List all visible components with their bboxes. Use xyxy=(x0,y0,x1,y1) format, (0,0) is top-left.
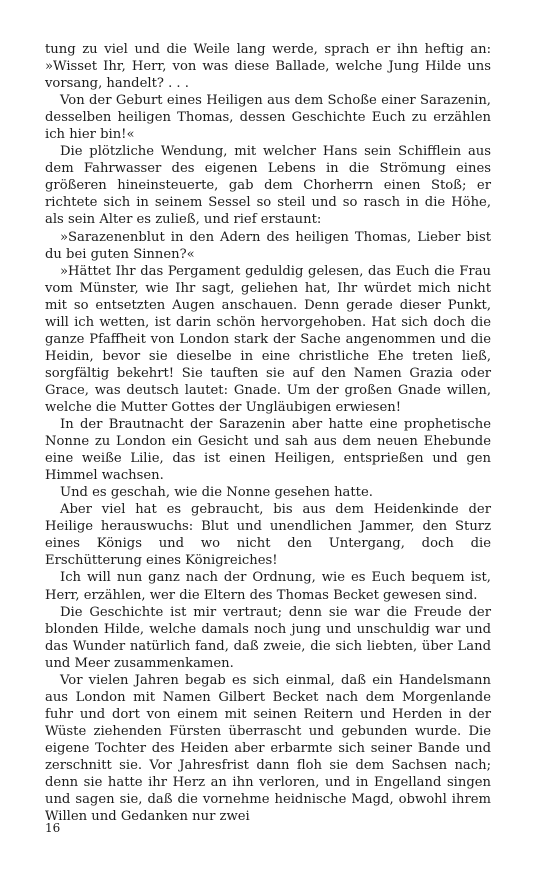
body-text xyxy=(45,41,491,825)
paragraph: Aber viel hat es gebraucht, bis aus dem Heidenkinde der Heilige herauswuchs: Blut und unendlichen Jammer, den Sturz eines Königs und wo nicht den Untergang, doch die Erschütterung eines Königreiches! xyxy=(45,502,491,569)
paragraph: Und es geschah, wie die Nonne gesehen hatte. xyxy=(60,485,373,501)
paragraph: Vor vielen Jahren begab es sich einmal, daß ein Handelsmann aus London mit Namen Gilbert Becket nach dem Morgenlande fuhr und dort von einem mit seinen Reitern und Herden in der Wüste ziehenden Fürsten überrascht und gebunden wurde. Die eigene Tochter des Heiden aber erbarmte sich seiner Bande und zerschnitt sie. Vor Jahresfrist dann floh sie dem Sachsen nach; denn sie hatte ihr Herz an ihn verloren, und in Engelland singen und sagen sie, daß die vornehme heidnische Magd, obwohl ihrem Willen und Gedanken nur zwei xyxy=(45,672,491,825)
paragraph: »Hättet Ihr das Pergament geduldig gelesen, das Euch die Frau vom Münster, wie Ihr sagt, geliehen hat, Ihr würdet mich nicht mit so entsetzten Augen anschauen. Denn gerade dieser Punkt, will ich wetten, ist darin schön hervorgehoben. Hat sich doch die ganze Pfaffheit von London stark der Sache angenommen und die Heidin, bevor sie dieselbe in eine christliche Ehe treten ließ, sorgfältig bekehrt! Sie tauften sie auf den Namen Grazia oder Grace, was deutsch lautet: Gnade. Um der großen Gnade willen, welche die Mutter Gottes der Ungläubigen erwiesen! xyxy=(45,263,491,415)
paragraph: Ich will nun ganz nach der Ordnung, wie es Euch bequem ist, Herr, erzählen, wer die Eltern des Thomas Becket gewesen sind. xyxy=(45,570,491,603)
page-number: 16 xyxy=(45,821,61,835)
paragraph: Die Geschichte ist mir vertraut; denn sie war die Freude der blonden Hilde, welche damals noch jung und unschuldig war und das Wunder natürlich fand, daß zweie, die sich liebten, über Land und Meer zusammenkamen. xyxy=(45,604,491,671)
paragraph: tung zu viel und die Weile lang werde, sprach er ihn heftig an: »Wisset Ihr, Herr, von was diese Ballade, welche Jung Hilde uns vorsang, handelt? . . . xyxy=(45,42,491,92)
paragraph: Von der Geburt eines Heiligen aus dem Schoße einer Sarazenin, desselben heiligen Thomas, dessen Geschichte Euch zu erzählen ich hier bin!« xyxy=(45,93,491,143)
paragraph: »Sarazenenblut in den Adern des heiligen Thomas, Lieber bist du bei guten Sinnen?« xyxy=(45,229,491,262)
paragraph: In der Brautnacht der Sarazenin aber hatte eine prophetische Nonne zu London ein Gesicht und sah aus dem neuen Ehebunde eine weiße Lilie, das ist einen Heiligen, entsprießen und gen Himmel wachsen. xyxy=(45,417,491,484)
paragraph: Die plötzliche Wendung, mit welcher Hans sein Schifflein aus dem Fahrwasser des eigenen Lebens in die Strömung eines größeren hineinsteuerte, gab dem Chorherrn einen Stoß; er richtete sich in seinem Sessel so steil und so rasch in die Höhe, als sein Alter es zuließ, und rief erstaunt: xyxy=(45,144,491,228)
